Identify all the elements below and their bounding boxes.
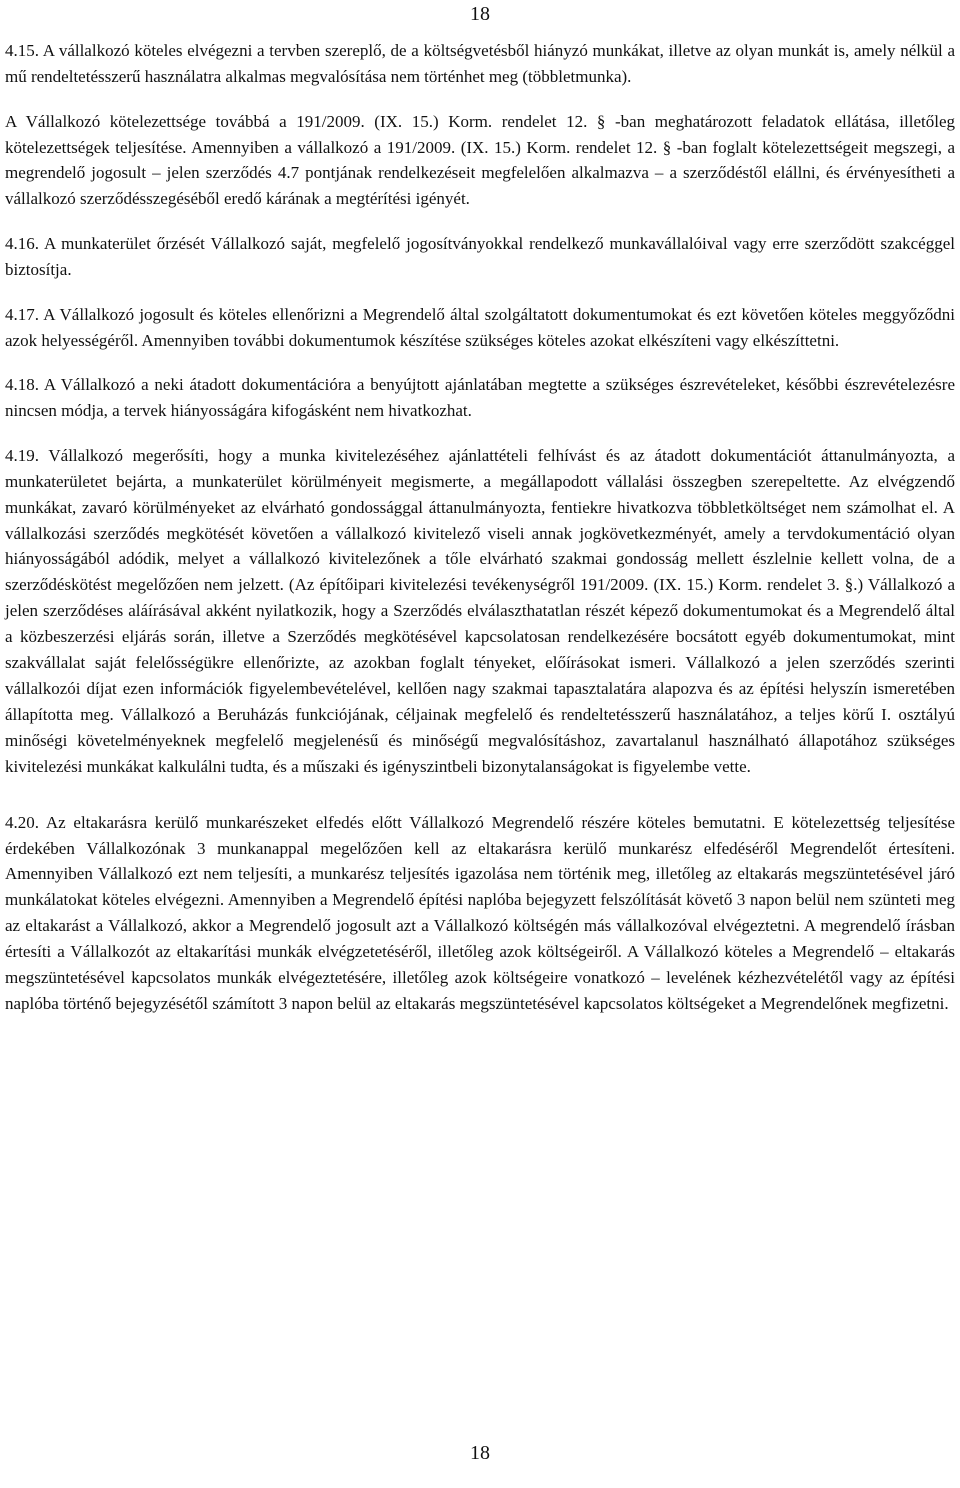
paragraph-4-19: 4.19. Vállalkozó megerősíti, hogy a munka kivitelezéséhez ajánlattételi felhívást és az átadott dokumentációt áttanulmányozta, a munkaterületet bejárta, a munkaterület körülményeit megismerte, a megállapodott vállalási összegben szerepeltette. Az elvégzendő munkákat, zavaró körülményeket az elvárható gondossággal áttanulmányozta, fentiekre hivatkozva többletköltséget nem számolhat el. A vállalkozási szerződés megkötését követően a vállalkozó kivitelező viseli annak jogkövetkezményét, amely a tervdokumentáció olyan hiányosságából adódik, melyet a vállalkozó kivitelezőnek a tőle elvárható szakmai gondosság mellett észlelnie kellett volna, de a szerződéskötést megelőzően nem jelzett. (Az építőipari kivitelezési tevékenységről 191/2009. (IX. 15.) Korm. rendelet 3. §.) Vállalkozó a jelen szerződéses aláírásával akként nyilatkozik, hogy a Szerződés elválaszthatatlan részét képező dokumentumokat és a Megrendelő által a közbeszerzési eljárás során, illetve a Szerződés megkötésével kapcsolatosan rendelkezésére bocsátott egyéb dokumentumokat, mint szakvállalat saját felelősségükre ellenőrizte, az azokban foglalt tényeket, előírásokat ismeri. Vállalkozó a jelen szerződés szerinti vállalkozói díjat ezen információk figyelembevételével, kellően nagy szakmai tapasztalatára alapozva és az építési helyszín ismeretében állapította meg. Vállalkozó a Beruházás funkciójának, céljainak megfelelő és rendeltetésszerű használatához, a teljes körű I. osztályú minőségi követelményeknek megfelelő megjelenésű és minőségű megvalósításhoz, zavartalanul használható állapotához szükséges kivitelezési munkákat kalkulálni tudta, és a műszaki és igényszintbeli bizonytalanságokat is figyelembe vette.: [5, 445, 955, 776]
page-number-bottom: 18: [470, 1442, 490, 1464]
paragraph-4-17: 4.17. A Vállalkozó jogosult és köteles ellenőrizni a Megrendelő által szolgáltatott dokumentumokat és ezt követően köteles meggyőződni azok helyességéről. Amennyiben további dokumentumok készítése szükséges köteles azokat elkészíteni vagy elkészíttetni.: [5, 304, 955, 350]
page-number-top: 18: [470, 3, 490, 25]
paragraph-4-20: 4.20. Az eltakarásra kerülő munkarészeket elfedés előtt Vállalkozó Megrendelő részére köteles bemutatni. E kötelezettség teljesítése érdekében Vállalkozónak 3 munkanappal megelőzően kell az eltakarásra kerülő munkarész elfedéséről Megrendelőt értesíteni. Amennyiben Vállalkozó ezt nem teljesíti, a munkarész teljesítés igazolása nem történik meg, illetőleg az eltakarás megszüntetésével járó munkálatokat köteles elvégezni. Amennyiben a Megrendelő építési naplóba bejegyzett felszólítását követő 3 napon belül nem szünteti meg az eltakarást a Vállalkozó, akkor a Megrendelő jogosult azt a Vállalkozó költségén más vállalkozóval elvégeztetni. A megrendelő írásban értesíti a Vállalkozót az eltakarítási munkák elvégzetetéséről, illetőleg azok költségeiről. A Vállalkozó köteles a Megrendelő – eltakarás megszüntetésével kapcsolatos munkák elvégeztetésére, illetőleg azok költségeire vonatkozó – levelének kézhezvételétől vagy az építési naplóba történő bejegyzésétől számított 3 napon belül az eltakarás megszüntetésével kapcsolatos költségeket a Megrendelőnek megfizetni.: [5, 812, 955, 1013]
paragraph-4-15: 4.15. A vállalkozó köteles elvégezni a tervben szereplő, de a költségvetésből hiányzó munkákat, illetve az olyan munkát is, amely nélkül a mű rendeltetésszerű használatra alkalmas megvalósítása nem történhet meg (többletmunka).: [5, 41, 955, 86]
paragraph-4-15-continued: A Vállalkozó kötelezettsége továbbá a 191/2009. (IX. 15.) Korm. rendelet 12. § -ban meghatározott feladatok ellátása, illetőleg kötelezettségek teljesítése. Amennyiben a vállalkozó a 191/2009. (IX. 15.) Korm. rendelet 12. § -ban foglalt kötelezettségeit megszegi, a megrendelő jogosult – jelen szerződés 4.7 pontjának rendelkezéseit megfelelően alkalmazva – a szerződéstől elállni, és érvényesítheti a vállalkozó szerződésszegéséből eredő kárának a megtérítési igényét.: [5, 111, 955, 209]
paragraph-4-18: 4.18. A Vállalkozó a neki átadott dokumentációra a benyújtott ajánlatában megtette a szükséges észrevételeket, későbbi észrevételezésre nincsen módja, a tervek hiányosságára kifogásként nem hivatkozhat.: [5, 375, 955, 421]
document-body: [5, 38, 955, 1017]
paragraph-4-16: 4.16. A munkaterület őrzését Vállalkozó saját, megfelelő jogosítványokkal rendelkező munkavállalóival vagy erre szerződött szakcéggel biztosítja.: [5, 234, 955, 279]
